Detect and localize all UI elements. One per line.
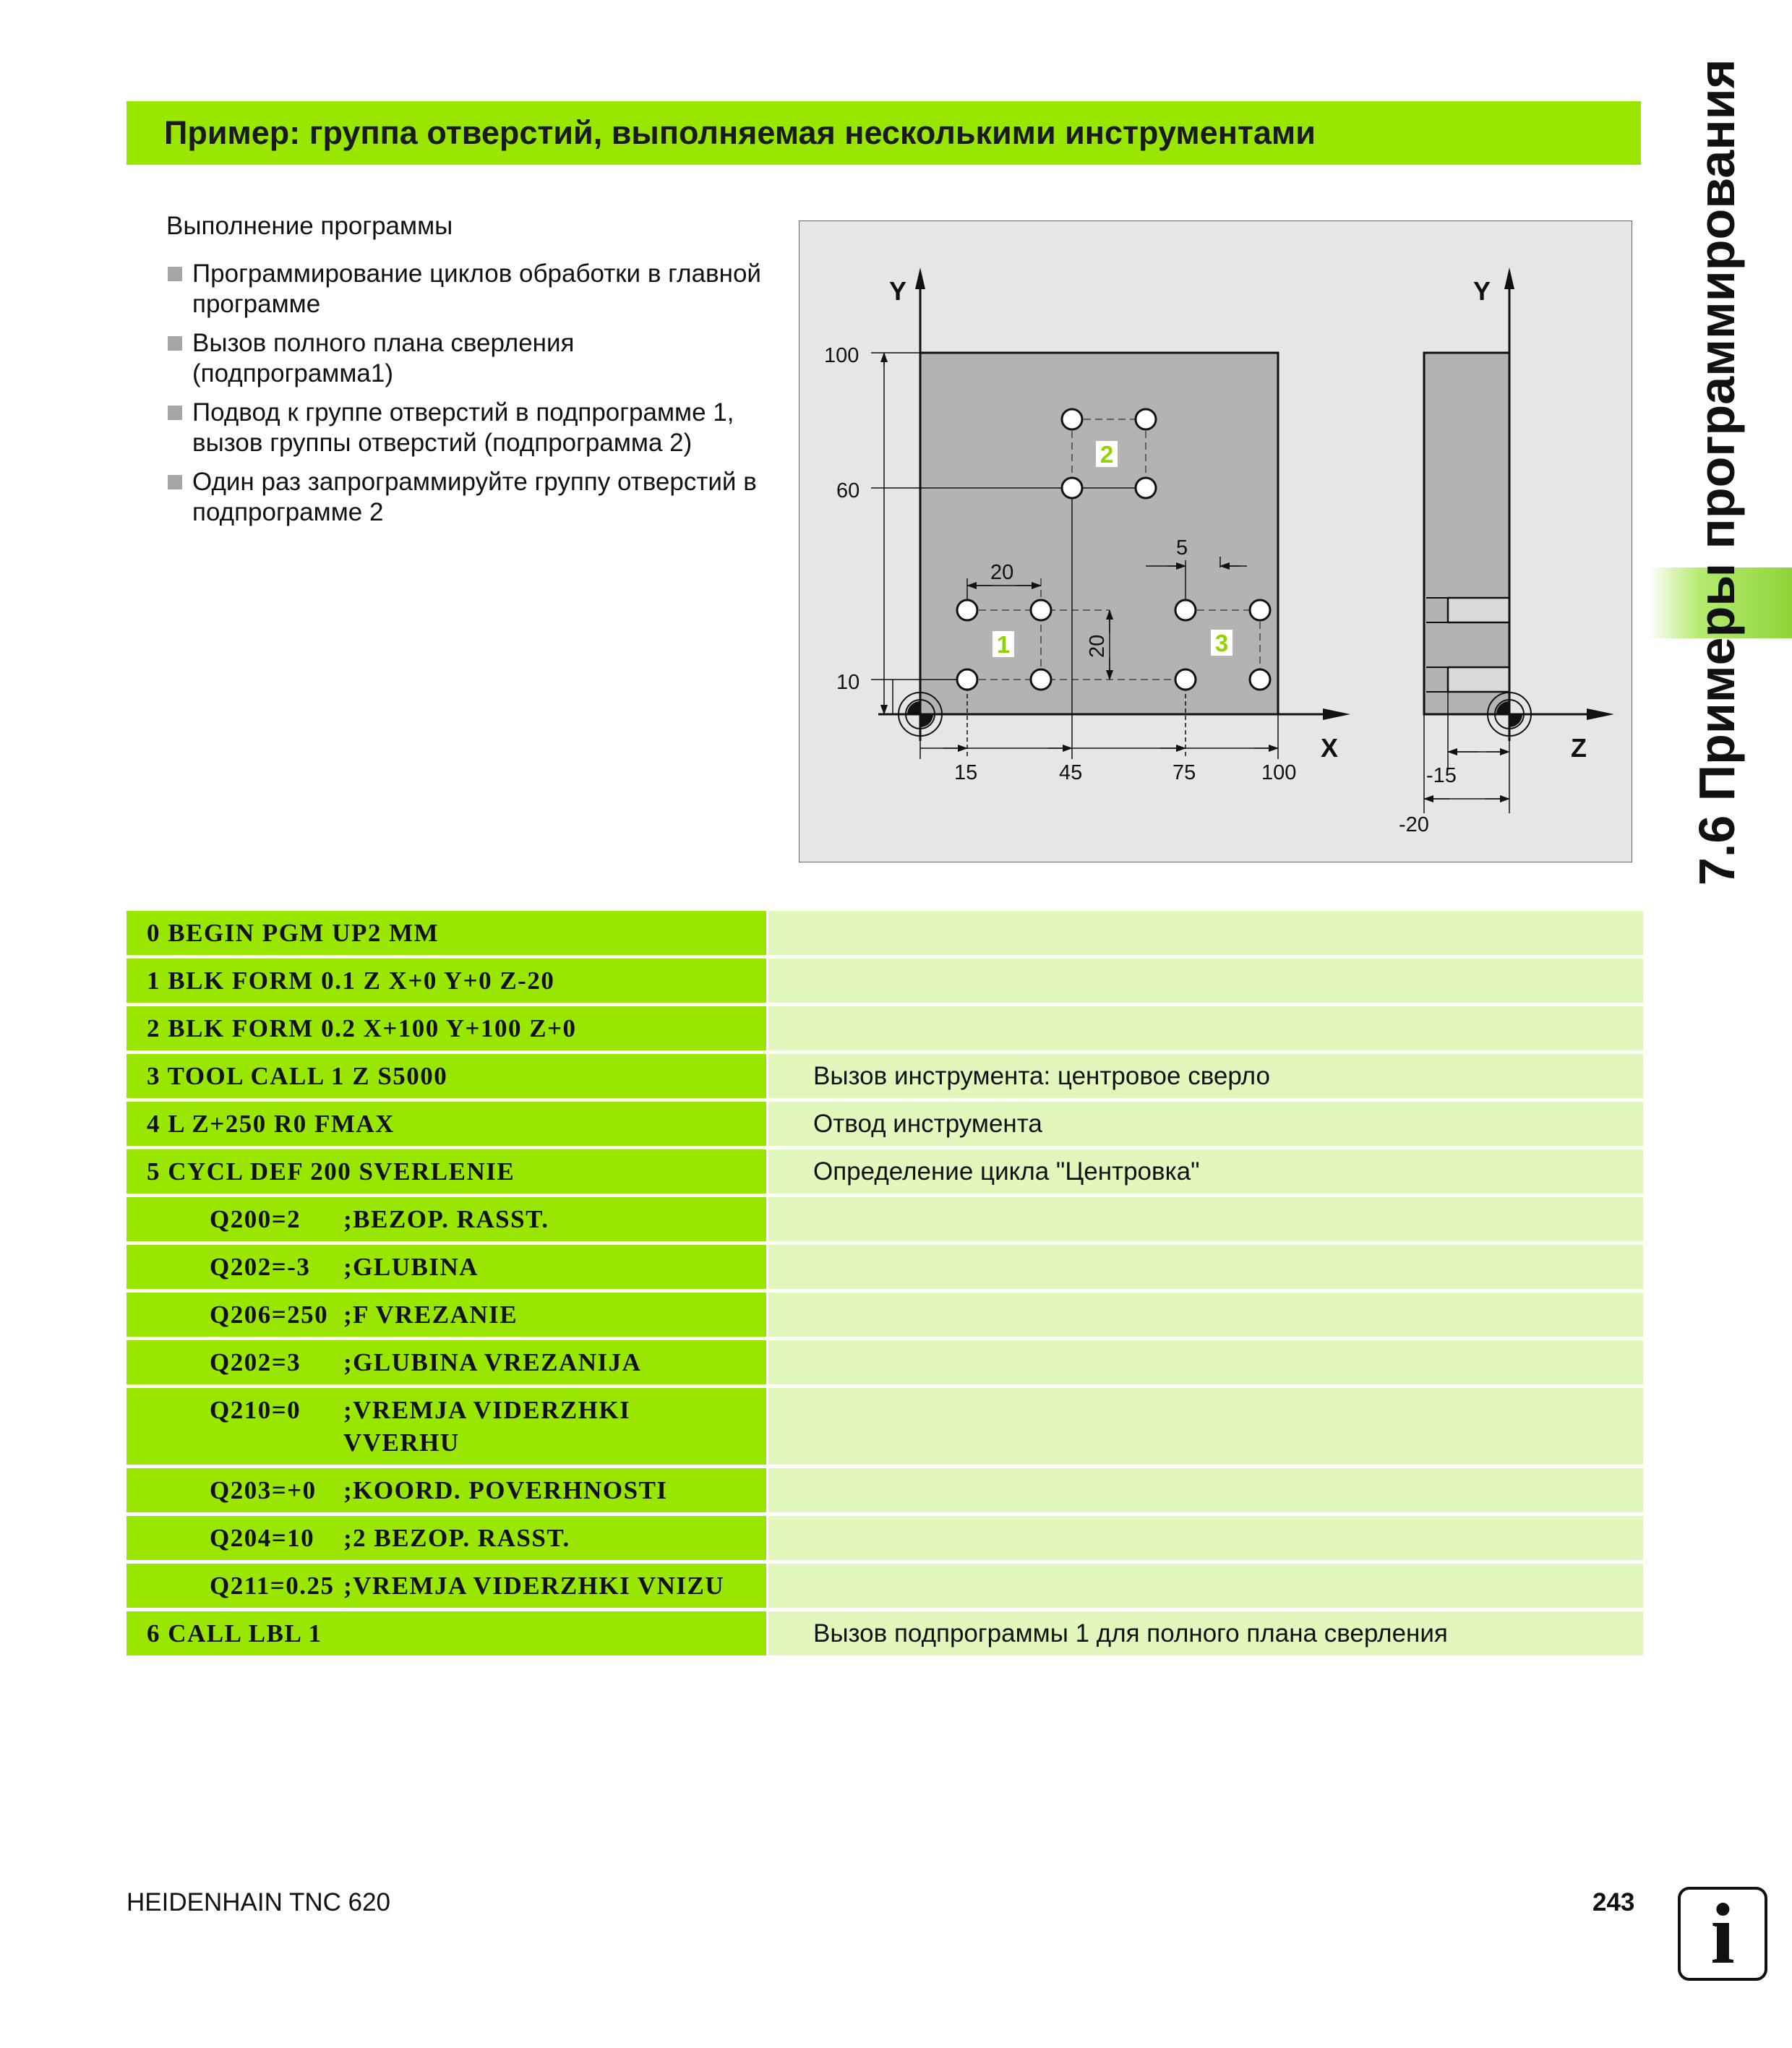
intro-bullets	[166, 259, 773, 528]
code-cell: 0 BEGIN PGM UP2 MM	[127, 911, 766, 955]
x-tick-label: 75	[1172, 761, 1196, 784]
cycle-param: Q202=3	[210, 1348, 301, 1376]
bullet-text: Вызов полного плана сверления (подпрограмма1)	[192, 329, 575, 387]
description-cell: Отвод инструмента	[768, 1102, 1643, 1146]
y-tick-label: 100	[824, 344, 859, 367]
x-tick-label: 15	[954, 761, 978, 784]
hole	[1031, 600, 1051, 620]
code-cell	[127, 1388, 766, 1465]
cycle-param-comment: ;GLUBINA VREZANIJA	[343, 1348, 642, 1376]
workpiece-side	[1424, 353, 1509, 714]
cycle-param-comment: ;2 BEZOP. RASST.	[343, 1524, 570, 1552]
section-title: Пример: группа отверстий, выполняемая несколькими инструментами	[164, 114, 1316, 151]
code-cell	[127, 1245, 766, 1289]
section-title-bar	[127, 101, 1641, 165]
hole	[1250, 669, 1270, 690]
description-cell	[768, 1245, 1643, 1289]
code-cell: 6 CALL LBL 1	[127, 1611, 766, 1655]
info-icon	[1678, 1887, 1767, 1981]
group-label: 3	[1214, 630, 1229, 656]
bullet-square-icon	[168, 267, 182, 281]
cycle-param-comment: ;VREMJA VIDERZHKI VVERHU	[343, 1396, 631, 1457]
table-row	[127, 1340, 1643, 1384]
hole	[957, 600, 977, 620]
bullet-square-icon	[168, 406, 182, 420]
table-row	[127, 911, 1643, 955]
x-tick-label: 100	[1261, 761, 1297, 784]
intro-lead: Выполнение программы	[166, 212, 453, 240]
code-cell: 5 CYCL DEF 200 SVERLENIE	[127, 1149, 766, 1194]
cycle-param-comment: ;KOORD. POVERHNOSTI	[343, 1476, 668, 1504]
cycle-param: Q211=0.25	[210, 1572, 335, 1600]
description-cell	[768, 911, 1643, 955]
bullet-text: Программирование циклов обработки в главной программе	[192, 260, 761, 318]
side-y-axis-label: Y	[1473, 276, 1491, 306]
table-row	[127, 1149, 1643, 1194]
table-row	[127, 1102, 1643, 1146]
table-row	[127, 1197, 1643, 1241]
bullet-item	[166, 328, 773, 389]
hole	[1136, 409, 1156, 429]
bullet-square-icon	[168, 336, 182, 351]
page-number: 243	[1592, 1888, 1635, 1916]
hole	[1136, 478, 1156, 498]
table-row	[127, 1516, 1643, 1560]
description-cell: Вызов инструмента: центровое сверло	[768, 1054, 1643, 1098]
description-cell	[768, 1468, 1643, 1512]
code-cell: 2 BLK FORM 0.2 X+100 Y+100 Z+0	[127, 1006, 766, 1050]
code-cell	[127, 1516, 766, 1560]
intro-block	[166, 211, 773, 536]
cycle-param: Q210=0	[210, 1396, 301, 1424]
cycle-param: Q202=-3	[210, 1253, 311, 1281]
cycle-param: Q203=+0	[210, 1476, 317, 1504]
table-row	[127, 1388, 1643, 1465]
y-axis-label: Y	[889, 276, 907, 306]
table-row	[127, 1006, 1643, 1050]
y-tick-label: 60	[836, 479, 860, 502]
cycle-param-comment: ;BEZOP. RASST.	[343, 1205, 549, 1233]
z-tick-label: -20	[1399, 813, 1429, 836]
hole	[1175, 600, 1196, 620]
bullet-item	[166, 398, 773, 458]
description-cell	[768, 1388, 1643, 1465]
description-cell	[768, 1293, 1643, 1337]
code-cell	[127, 1197, 766, 1241]
bore-section	[1448, 667, 1509, 692]
group-label: 2	[1099, 441, 1114, 468]
hole	[1062, 409, 1082, 429]
table-row	[127, 1054, 1643, 1098]
table-row	[127, 1611, 1643, 1655]
bullet-text: Подвод к группе отверстий в подпрограмме 1, вызов группы отверстий (подпрограмма 2)	[192, 398, 734, 457]
code-cell: 3 TOOL CALL 1 Z S5000	[127, 1054, 766, 1098]
chapter-title-text: 7.6 Примеры программирования	[1689, 59, 1745, 886]
bullet-square-icon	[168, 475, 182, 489]
cycle-param: Q206=250	[210, 1301, 329, 1329]
description-cell: Вызов подпрограммы 1 для полного плана сверления	[768, 1611, 1643, 1655]
table-row	[127, 1564, 1643, 1608]
hole	[1031, 669, 1051, 690]
cycle-param: Q200=2	[210, 1205, 301, 1233]
hole	[957, 669, 977, 690]
cycle-param-comment: ;VREMJA VIDERZHKI VNIZU	[343, 1572, 725, 1600]
hole	[1250, 600, 1270, 620]
x-tick-label: 45	[1059, 761, 1083, 784]
cycle-param-comment: ;GLUBINA	[343, 1253, 479, 1281]
description-cell	[768, 1516, 1643, 1560]
description-cell	[768, 1340, 1643, 1384]
group-label: 1	[996, 631, 1011, 658]
workpiece-front	[920, 353, 1278, 714]
z-tick-label: -15	[1426, 764, 1457, 787]
bullet-item	[166, 467, 773, 528]
cycle-param: Q204=10	[210, 1524, 315, 1552]
nc-program-table	[127, 911, 1643, 1659]
description-cell	[768, 959, 1643, 1003]
info-icon-glyph: i	[1710, 1885, 1735, 1981]
chapter-side-title	[1677, 59, 1757, 886]
dim-label: 20	[990, 561, 1014, 584]
description-cell	[768, 1006, 1643, 1050]
code-cell	[127, 1468, 766, 1512]
drilling-diagram	[799, 220, 1632, 862]
code-cell: 1 BLK FORM 0.1 Z X+0 Y+0 Z-20	[127, 959, 766, 1003]
code-cell	[127, 1340, 766, 1384]
code-cell	[127, 1293, 766, 1337]
x-axis-label: X	[1321, 733, 1339, 763]
table-row	[127, 959, 1643, 1003]
code-cell: 4 L Z+250 R0 FMAX	[127, 1102, 766, 1146]
code-cell	[127, 1564, 766, 1608]
table-row	[127, 1468, 1643, 1512]
bullet-item	[166, 259, 773, 320]
y-tick-label: 10	[836, 671, 860, 694]
table-row	[127, 1293, 1643, 1337]
bullet-text: Один раз запрограммируйте группу отверстий в подпрограмме 2	[192, 468, 757, 526]
footer-product-name: HEIDENHAIN TNC 620	[127, 1888, 391, 1916]
bore-section	[1448, 598, 1509, 622]
dim-label: 5	[1176, 536, 1188, 560]
z-axis-label: Z	[1571, 733, 1587, 763]
cycle-param-comment: ;F VREZANIE	[343, 1301, 518, 1329]
description-cell	[768, 1197, 1643, 1241]
dim-label: 20	[1086, 634, 1109, 658]
hole	[1175, 669, 1196, 690]
hole	[1062, 478, 1082, 498]
description-cell	[768, 1564, 1643, 1608]
description-cell: Определение цикла "Центровка"	[768, 1149, 1643, 1194]
table-row	[127, 1245, 1643, 1289]
